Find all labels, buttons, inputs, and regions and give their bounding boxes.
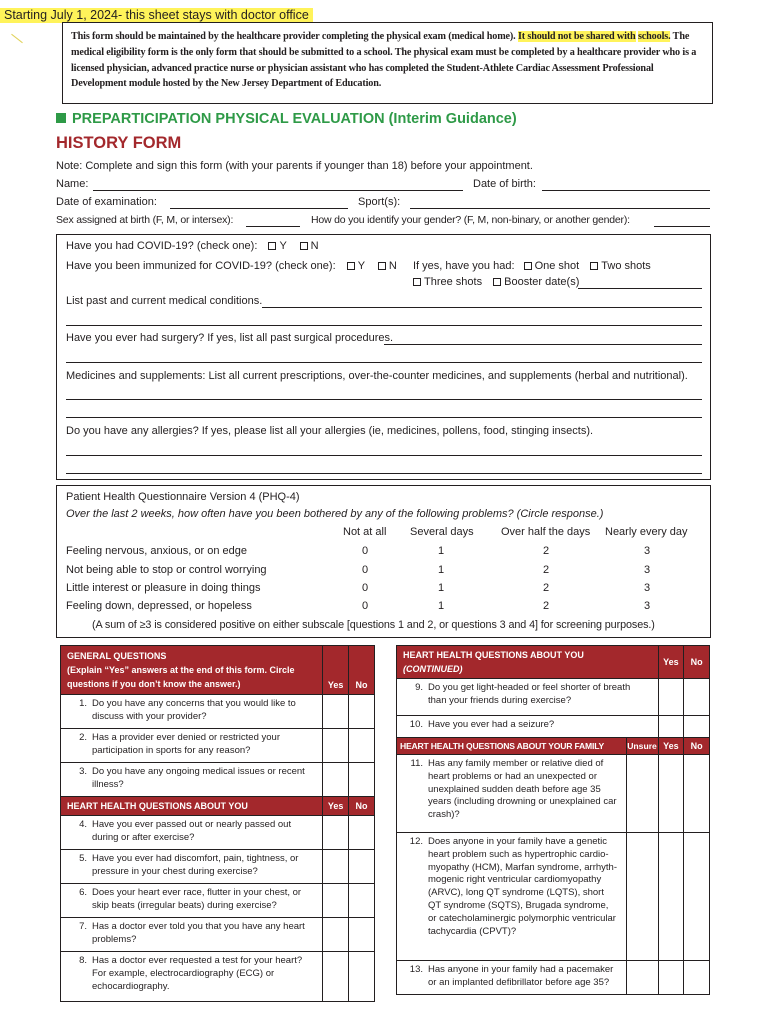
yes-cell[interactable]: [323, 918, 349, 952]
yes-col-header: Yes: [323, 797, 349, 816]
medicines-line-1[interactable]: [66, 399, 702, 400]
notice-highlight-2: schools.: [637, 31, 671, 42]
no-cell[interactable]: [349, 695, 375, 729]
unsure-cell[interactable]: [626, 755, 658, 833]
phq-score[interactable]: 3: [644, 545, 651, 557]
green-square-icon: [56, 113, 66, 123]
one-shot-label: One shot: [534, 260, 580, 272]
yes-col-header: Yes: [323, 646, 349, 695]
question-row: [397, 679, 710, 716]
booster-field[interactable]: [578, 288, 702, 289]
covid-q2: [66, 260, 397, 272]
no-cell[interactable]: [684, 716, 710, 738]
question-text: Do you have any ongoing medical issues or recent illness?: [92, 766, 305, 790]
question-number: 1.: [79, 698, 87, 709]
yes-cell[interactable]: [658, 716, 684, 738]
checkbox-icon: [590, 262, 598, 270]
surgery-line-2[interactable]: [66, 362, 702, 363]
yes-cell[interactable]: [323, 884, 349, 918]
covid-row3: [413, 276, 579, 288]
phq-col-1: Several days: [410, 526, 474, 538]
medical-conditions-line-2[interactable]: [66, 325, 702, 326]
question-row: [61, 952, 375, 1002]
phq-score[interactable]: 0: [362, 545, 369, 557]
right-questions-table: [396, 645, 710, 995]
question-number: 13.: [409, 964, 423, 975]
notice-box: [62, 22, 713, 104]
phq-score[interactable]: 1: [438, 582, 445, 594]
question-row: [397, 833, 710, 961]
question-text: Have you ever had discomfort, pain, tightness, or pressure in your chest during exercise?: [92, 853, 299, 877]
question-row: [61, 763, 375, 797]
question-cell: [61, 816, 323, 850]
phq-score[interactable]: 2: [543, 582, 550, 594]
no-cell[interactable]: [349, 884, 375, 918]
covid-q1-no-label: N: [310, 240, 319, 252]
checkbox-icon: [300, 242, 308, 250]
checkbox-icon: [268, 242, 276, 250]
three-shots-option[interactable]: [413, 276, 482, 288]
heart-cont-header: [397, 646, 659, 679]
booster-option[interactable]: [493, 276, 579, 288]
medicines-label: Medicines and supplements: List all current prescriptions, over-the-counter medicines, and supplements (herbal and nutritional).: [66, 370, 688, 382]
heart-family-header: HEART HEALTH QUESTIONS ABOUT YOUR FAMILY: [397, 738, 627, 755]
question-row: [397, 716, 710, 738]
checkbox-icon: [524, 262, 532, 270]
no-cell[interactable]: [349, 763, 375, 797]
question-cell: [61, 695, 323, 729]
yes-cell[interactable]: [658, 833, 684, 961]
gender-field[interactable]: [654, 226, 710, 227]
question-text: Do you have any concerns that you would like to discuss with your provider?: [92, 698, 296, 722]
phq-score[interactable]: 0: [362, 582, 369, 594]
covid-q2-no[interactable]: [378, 260, 397, 272]
question-number: 11.: [410, 758, 423, 769]
phq-row-label: Little interest or pleasure in doing things: [66, 582, 261, 594]
checkbox-icon: [347, 262, 355, 270]
phq-row-label: Feeling nervous, anxious, or on edge: [66, 545, 248, 557]
yes-cell[interactable]: [323, 729, 349, 763]
section-title-text: PREPARTICIPATION PHYSICAL EVALUATION (Interim Guidance): [72, 111, 517, 127]
dob-label: Date of birth:: [473, 178, 536, 190]
phq-row-label: Feeling down, depressed, or hopeless: [66, 600, 252, 612]
general-header-sub2: questions if you don’t know the answer.): [67, 679, 241, 689]
covid-q1: [66, 240, 319, 252]
question-row: [61, 816, 375, 850]
one-shot-option[interactable]: [524, 260, 580, 272]
sex-label: Sex assigned at birth (F, M, or intersex):: [56, 214, 234, 226]
general-header-sub1: (Explain “Yes” answers at the end of this form. Circle: [67, 665, 295, 675]
yes-cell[interactable]: [323, 816, 349, 850]
no-cell[interactable]: [684, 755, 710, 833]
surgery-field[interactable]: [384, 344, 702, 345]
general-header-title: GENERAL QUESTIONS: [67, 651, 167, 661]
phq-score[interactable]: 1: [438, 600, 445, 612]
question-number: 4.: [79, 819, 87, 830]
name-label: Name:: [56, 178, 89, 190]
question-row: [397, 961, 710, 995]
unsure-cell[interactable]: [626, 833, 658, 961]
question-cell: [397, 716, 659, 738]
question-number: 7.: [79, 921, 87, 932]
phq-score[interactable]: 3: [644, 582, 651, 594]
phq-score[interactable]: 3: [644, 600, 651, 612]
two-shots-label: Two shots: [601, 260, 651, 272]
yes-col-header: Yes: [658, 738, 684, 755]
no-cell[interactable]: [349, 952, 375, 1002]
question-text: Have you ever passed out or nearly passed out during or after exercise?: [92, 819, 292, 843]
no-cell[interactable]: [349, 850, 375, 884]
no-col-header: No: [349, 797, 375, 816]
banner-note: Starting July 1, 2024- this sheet stays with doctor office: [0, 8, 313, 23]
covid-q2-text: Have you been immunized for COVID-19? (check one):: [66, 260, 336, 272]
phq-subtitle: Over the last 2 weeks, how often have you been bothered by any of the following problems? (Circle response.): [66, 508, 604, 520]
heart-cont-header-sub: (CONTINUED): [403, 664, 463, 674]
medical-conditions-label: List past and current medical conditions.: [66, 295, 263, 307]
sports-label: Sport(s):: [358, 196, 401, 208]
question-row: [397, 755, 710, 833]
sex-field[interactable]: [246, 226, 300, 227]
phq-score[interactable]: 1: [438, 564, 445, 576]
question-text: Has a provider ever denied or restricted your participation in sports for any reason?: [92, 732, 280, 756]
covid-if-yes: [413, 260, 651, 272]
allergies-label: Do you have any allergies? If yes, please list all your allergies (ie, medicines, pollens, food, stinging insects).: [66, 425, 594, 437]
covid-q2-yes[interactable]: [347, 260, 365, 272]
name-field[interactable]: [93, 190, 463, 191]
yes-cell[interactable]: [323, 952, 349, 1002]
no-cell[interactable]: [684, 679, 710, 716]
phq-score[interactable]: 1: [438, 545, 445, 557]
question-number: 9.: [415, 682, 423, 693]
unsure-cell[interactable]: [626, 961, 658, 995]
phq-score[interactable]: 2: [543, 545, 550, 557]
unsure-col-header: Unsure: [626, 738, 658, 755]
checkbox-icon: [413, 278, 421, 286]
covid-q1-yes-label: Y: [279, 240, 287, 252]
question-cell: [397, 833, 627, 961]
phq-score[interactable]: 3: [644, 564, 651, 576]
covid-if-yes-text: If yes, have you had:: [413, 260, 515, 272]
question-text: Does anyone in your family have a genetic heart problem such as hypertrophic cardio-myopathy (HCM), Marfan syndrome, arrhyth-mogenic right ventricular cardiomyopathy (ARVC), long QT syndrome (LQTS), short QT syndrome (SQTS), Brugada syndrome, or catecholaminergic polymorphic ventricular tachycardia (CPVT)?: [428, 836, 617, 937]
yes-cell[interactable]: [658, 961, 684, 995]
phq-col-2: Over half the days: [501, 526, 591, 538]
phq-title: Patient Health Questionnaire Version 4 (PHQ-4): [66, 491, 300, 503]
question-row: [61, 729, 375, 763]
phq-row-label: Not being able to stop or control worrying: [66, 564, 267, 576]
heart-cont-header-title: HEART HEALTH QUESTIONS ABOUT YOU: [403, 650, 584, 660]
yes-cell[interactable]: [323, 763, 349, 797]
annotation-tick: [11, 34, 23, 43]
notice-text-2: The medical eligibility form is the only form that should be submitted to a school. The physical exam must be completed by a healthcare provider who is a licensed physician, advanced practice nurse or physician assistant who has completed the Student-Athlete Cardiac Assessment Professional Development module hosted by the New Jersey Department of Education.: [71, 31, 697, 90]
question-cell: [397, 755, 627, 833]
three-shots-label: Three shots: [424, 276, 483, 288]
yes-cell[interactable]: [658, 679, 684, 716]
question-text: Has anyone in your family had a pacemaker or an implanted defibrillator before age 35?: [428, 964, 614, 988]
phq-score[interactable]: 2: [543, 564, 550, 576]
question-text: Does your heart ever race, flutter in your chest, or skip beats (irregular beats) during exercise?: [92, 887, 302, 911]
phq-col-3: Nearly every day: [605, 526, 688, 538]
no-cell[interactable]: [684, 961, 710, 995]
phq-col-0: Not at all: [343, 526, 387, 538]
question-cell: [61, 763, 323, 797]
checkbox-icon: [378, 262, 386, 270]
question-cell: [61, 952, 323, 1002]
question-cell: [61, 918, 323, 952]
question-cell: [61, 884, 323, 918]
phq-score[interactable]: 0: [362, 564, 369, 576]
question-number: 2.: [79, 732, 87, 743]
question-row: [61, 884, 375, 918]
no-col-header: No: [349, 646, 375, 695]
covid-q1-text: Have you had COVID-19? (check one):: [66, 240, 258, 252]
heart-you-header: HEART HEALTH QUESTIONS ABOUT YOU: [61, 797, 323, 816]
yes-cell[interactable]: [323, 695, 349, 729]
question-text: Have you ever had a seizure?: [428, 719, 555, 730]
no-col-header: No: [684, 646, 710, 679]
sports-field[interactable]: [410, 208, 710, 209]
question-text: Has a doctor ever requested a test for your heart? For example, electrocardiography (ECG) or echocardiography.: [92, 955, 303, 992]
allergies-line-2[interactable]: [66, 473, 702, 474]
phq-score[interactable]: 0: [362, 600, 369, 612]
notice-text-1: This form should be maintained by the healthcare provider completing the physical exam (medical home).: [71, 31, 518, 42]
general-header: [61, 646, 323, 695]
covid-q1-no[interactable]: [300, 240, 319, 252]
yes-col-header: Yes: [658, 646, 684, 679]
no-cell[interactable]: [349, 918, 375, 952]
question-cell: [61, 729, 323, 763]
checkbox-icon: [493, 278, 501, 286]
question-row: [61, 918, 375, 952]
notice-highlight-1: It should not be shared with: [517, 31, 636, 42]
question-cell: [397, 679, 659, 716]
question-number: 8.: [79, 955, 87, 966]
medicines-line-2[interactable]: [66, 417, 702, 418]
question-number: 5.: [79, 853, 87, 864]
question-text: Do you get light-headed or feel shorter of breath than your friends during exercise?: [428, 682, 631, 706]
question-number: 12.: [409, 836, 423, 847]
covid-q2-yes-label: Y: [357, 260, 365, 272]
yes-cell[interactable]: [658, 755, 684, 833]
question-number: 6.: [79, 887, 87, 898]
question-row: [61, 850, 375, 884]
covid-q1-yes[interactable]: [268, 240, 286, 252]
left-questions-table: [60, 645, 375, 1002]
booster-label: Booster date(s): [504, 276, 580, 288]
question-cell: [61, 850, 323, 884]
question-row: [61, 695, 375, 729]
two-shots-option[interactable]: [590, 260, 651, 272]
form-title: HISTORY FORM: [56, 134, 182, 152]
covid-q2-no-label: N: [388, 260, 397, 272]
yes-cell[interactable]: [323, 850, 349, 884]
surgery-label: Have you ever had surgery? If yes, list all past surgical procedures.: [66, 332, 394, 344]
allergies-line-1[interactable]: [66, 455, 702, 456]
question-number: 10.: [409, 719, 423, 730]
intro-note: Note: Complete and sign this form (with your parents if younger than 18) before your appointment.: [56, 160, 533, 172]
dob-field[interactable]: [542, 190, 710, 191]
question-number: 3.: [79, 766, 87, 777]
no-cell[interactable]: [349, 729, 375, 763]
question-text: Has any family member or relative died of heart problems or had an unexpected or unexplained sudden death before age 35 years (including drowning or unexplained car crash)?: [428, 758, 617, 821]
gender-label: How do you identify your gender? (F, M, non-binary, or another gender):: [311, 214, 630, 226]
no-col-header: No: [684, 738, 710, 755]
question-text: Has a doctor ever told you that you have any heart problems?: [92, 921, 305, 945]
exam-date-label: Date of examination:: [56, 196, 157, 208]
medical-conditions-field[interactable]: [262, 307, 702, 308]
no-cell[interactable]: [684, 833, 710, 961]
section-title: [56, 111, 517, 127]
phq-footer: (A sum of ≥3 is considered positive on either subscale [questions 1 and 2, or questions 3 and 4] for screening purposes.): [92, 619, 655, 631]
question-cell: [397, 961, 627, 995]
no-cell[interactable]: [349, 816, 375, 850]
phq-score[interactable]: 2: [543, 600, 550, 612]
exam-date-field[interactable]: [170, 208, 348, 209]
